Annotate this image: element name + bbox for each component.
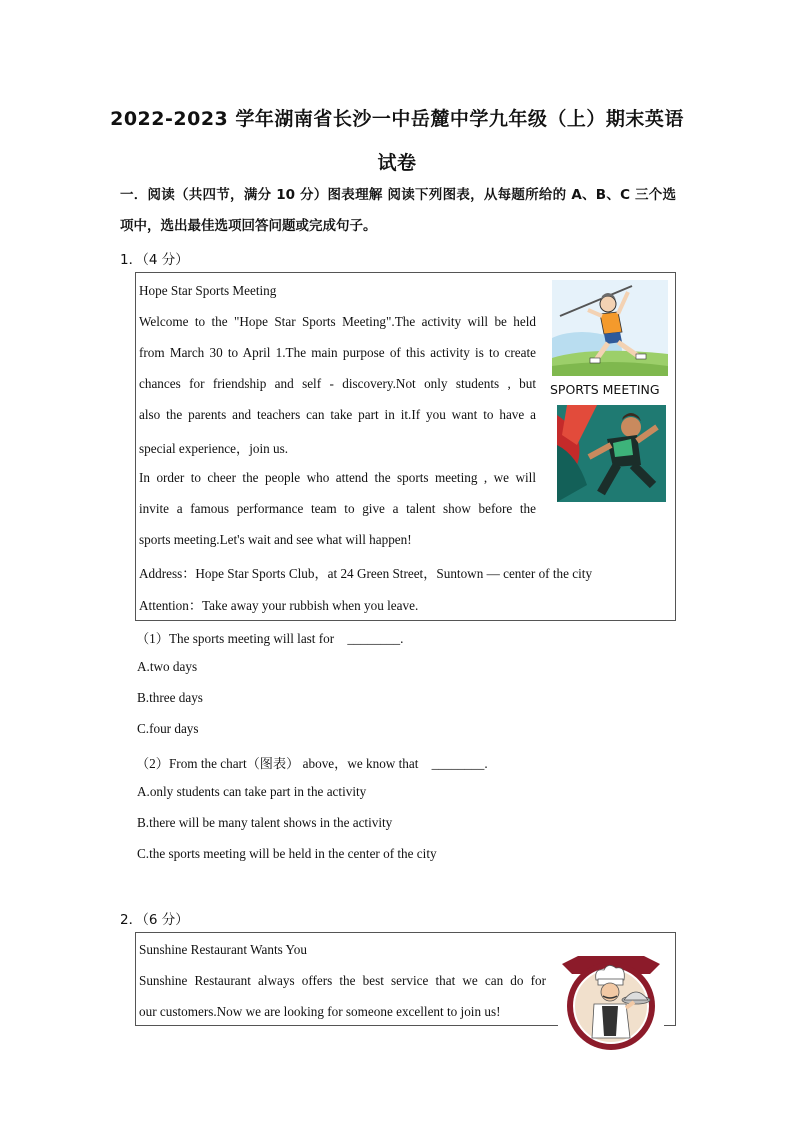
passage-1-line: Welcome to the "Hope Star Sports Meeting".The activity will be held: [139, 314, 536, 329]
passage-1-line: also the parents and teachers can take part in it.If you want to have a: [139, 407, 536, 422]
sprinter-illustration: [557, 405, 666, 502]
question-2-label: 2．（6 分）: [120, 912, 189, 928]
section-heading-line2: 项中，选出最佳选项回答问题或完成句子。: [120, 218, 377, 234]
passage-1-line: special experience，join us.: [139, 441, 289, 456]
q1-sub2-option-a[interactable]: A.only students can take part in the activity: [137, 784, 367, 799]
passage-1-line: In order to cheer the people who attend the sports meeting , we will: [139, 470, 536, 485]
exam-title-line2: 试卷: [377, 152, 417, 174]
q1-sub2-option-c[interactable]: C.the sports meeting will be held in the center of the city: [137, 846, 437, 861]
section-heading-line1: 一．阅读（共四节，满分 10 分）图表理解 阅读下列图表，从每题所给的 A、B、C 三个选: [120, 187, 676, 203]
q1-sub2-stem: （2）From the chart（图表） above，we know that ________.: [136, 756, 488, 771]
sports-meeting-caption: SPORTS MEETING: [550, 382, 660, 397]
javelin-thrower-illustration: [552, 280, 668, 376]
exam-title-line1: 2022-2023 学年湖南省长沙一中岳麓中学九年级（上）期末英语: [110, 108, 684, 130]
passage-1-line: chances for friendship and self - discovery.Not only students , but: [139, 376, 536, 391]
passage-1-address: Address：Hope Star Sports Club，at 24 Green Street，Suntown — center of the city: [139, 566, 593, 581]
section-heading: [120, 180, 676, 242]
passage-1-attention: Attention：Take away your rubbish when you leave.: [139, 598, 419, 613]
passage-1-line: sports meeting.Let's wait and see what will happen!: [139, 532, 412, 547]
passage-2-line: our customers.Now we are looking for someone excellent to join us!: [139, 1004, 501, 1019]
q1-sub1-stem: （1）The sports meeting will last for ________.: [136, 631, 404, 646]
q1-sub1-option-c[interactable]: C.four days: [137, 721, 199, 736]
passage-1-line: from March 30 to April 1.The main purpose of this activity is to create: [139, 345, 536, 360]
question-1-label: 1．（4 分）: [120, 252, 189, 268]
passage-2-heading: Sunshine Restaurant Wants You: [139, 942, 307, 957]
passage-2-line: Sunshine Restaurant always offers the best service that we can do for: [139, 973, 546, 988]
q1-sub1-option-a[interactable]: A.two days: [137, 659, 198, 674]
passage-1-heading: Hope Star Sports Meeting: [139, 283, 277, 298]
passage-1-line: invite a famous performance team to give a talent show before the: [139, 501, 536, 516]
chef-logo-illustration: [558, 950, 664, 1052]
q1-sub1-option-b[interactable]: B.three days: [137, 690, 203, 705]
q1-sub2-option-b[interactable]: B.there will be many talent shows in the activity: [137, 815, 393, 830]
